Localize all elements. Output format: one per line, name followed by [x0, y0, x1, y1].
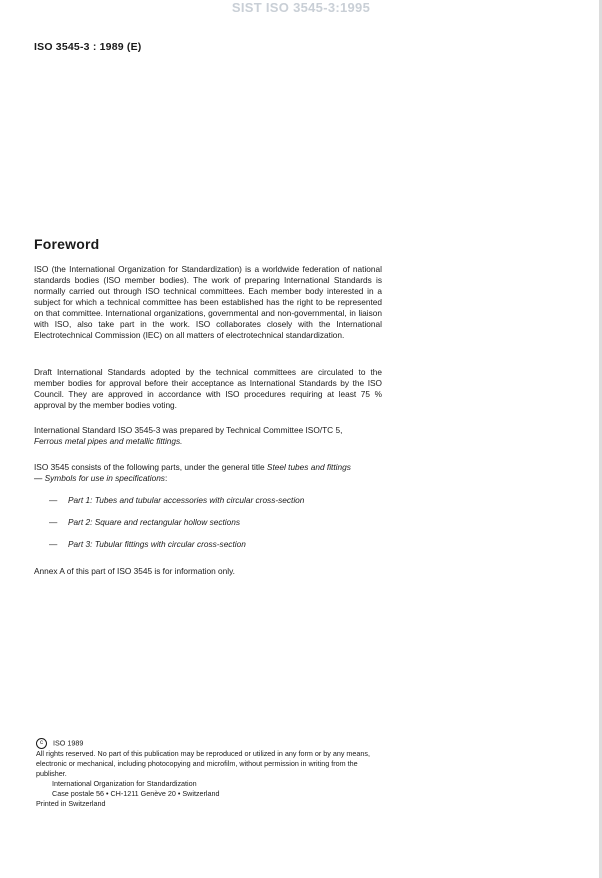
part-3-title: Part 3: Tubular fittings with circular cross-section	[68, 539, 246, 549]
list-dash: —	[49, 539, 58, 549]
part-2-title: Part 2: Square and rectangular hollow sections	[68, 517, 241, 527]
general-title-text: Steel tubes and fittings	[266, 462, 351, 472]
copyright-icon: c	[36, 738, 47, 749]
foreword-paragraph-4	[34, 462, 382, 484]
prepared-by-text: International Standard ISO 3545-3 was prepared by Technical Committee ISO/TC 5,	[34, 425, 343, 435]
list-item	[34, 539, 394, 561]
foreword-paragraph-3	[34, 425, 382, 447]
copyright-notice: All rights reserved. No part of this publication may be reproduced or utilized in any form or by any means, electronic or mechanical, including photocopying and microfilm, without permission in writing from the publisher.	[36, 749, 370, 778]
document-identifier: ISO 3545-3 : 1989 (E)	[34, 41, 142, 53]
copyright-line	[36, 738, 382, 749]
foreword-paragraph-2-text: Draft International Standards adopted by the technical committees are circulated to the member bodies for approval before their acceptance as International Standards by the ISO Council. They are approved in accordance with ISO procedures requiring at least 75 % approval by the member bodies voting.	[34, 367, 382, 410]
list-dash: —	[49, 495, 58, 505]
publisher-address: Case postale 56 • CH-1211 Genève 20 • Switzerland	[52, 789, 220, 798]
parts-list	[34, 495, 394, 561]
part-1-title: Part 1: Tubes and tubular accessories with circular cross-section	[68, 495, 305, 505]
copyright-year: ISO 1989	[53, 738, 84, 748]
copyright-block	[36, 738, 382, 809]
committee-title-text: Ferrous metal pipes and metallic fittings.	[34, 436, 183, 446]
parts-intro-colon: :	[164, 473, 168, 483]
annex-note-text: Annex A of this part of ISO 3545 is for information only.	[34, 566, 235, 576]
foreword-paragraph-2	[34, 367, 382, 411]
document-watermark: SIST ISO 3545-3:1995	[231, 0, 371, 15]
general-title-subtitle-text: — Symbols for use in specifications	[34, 473, 165, 483]
list-dash: —	[49, 517, 58, 527]
list-item	[34, 495, 394, 517]
publisher-name: International Organization for Standardization	[52, 779, 197, 788]
list-item	[34, 517, 394, 539]
parts-intro-text: ISO 3545 consists of the following parts, under the general title	[34, 462, 265, 472]
foreword-paragraph-1	[34, 264, 382, 341]
foreword-heading: Foreword	[34, 236, 100, 252]
printed-in: Printed in Switzerland	[36, 799, 106, 808]
foreword-paragraph-5	[34, 566, 382, 577]
foreword-paragraph-1-text: ISO (the International Organization for Standardization) is a worldwide federation of national standards bodies (ISO member bodies). The work of preparing International Standards is normally carried out through ISO technical committees. Each member body interested in a subject for which a technical committee has been established has the right to be represented on that committee. International organizations, governmental and non-governmental, in liaison with ISO, also take part in the work. ISO collaborates closely with the International Electrotechnical Commission (IEC) on all matters of electrotechnical standardization.	[34, 264, 382, 340]
